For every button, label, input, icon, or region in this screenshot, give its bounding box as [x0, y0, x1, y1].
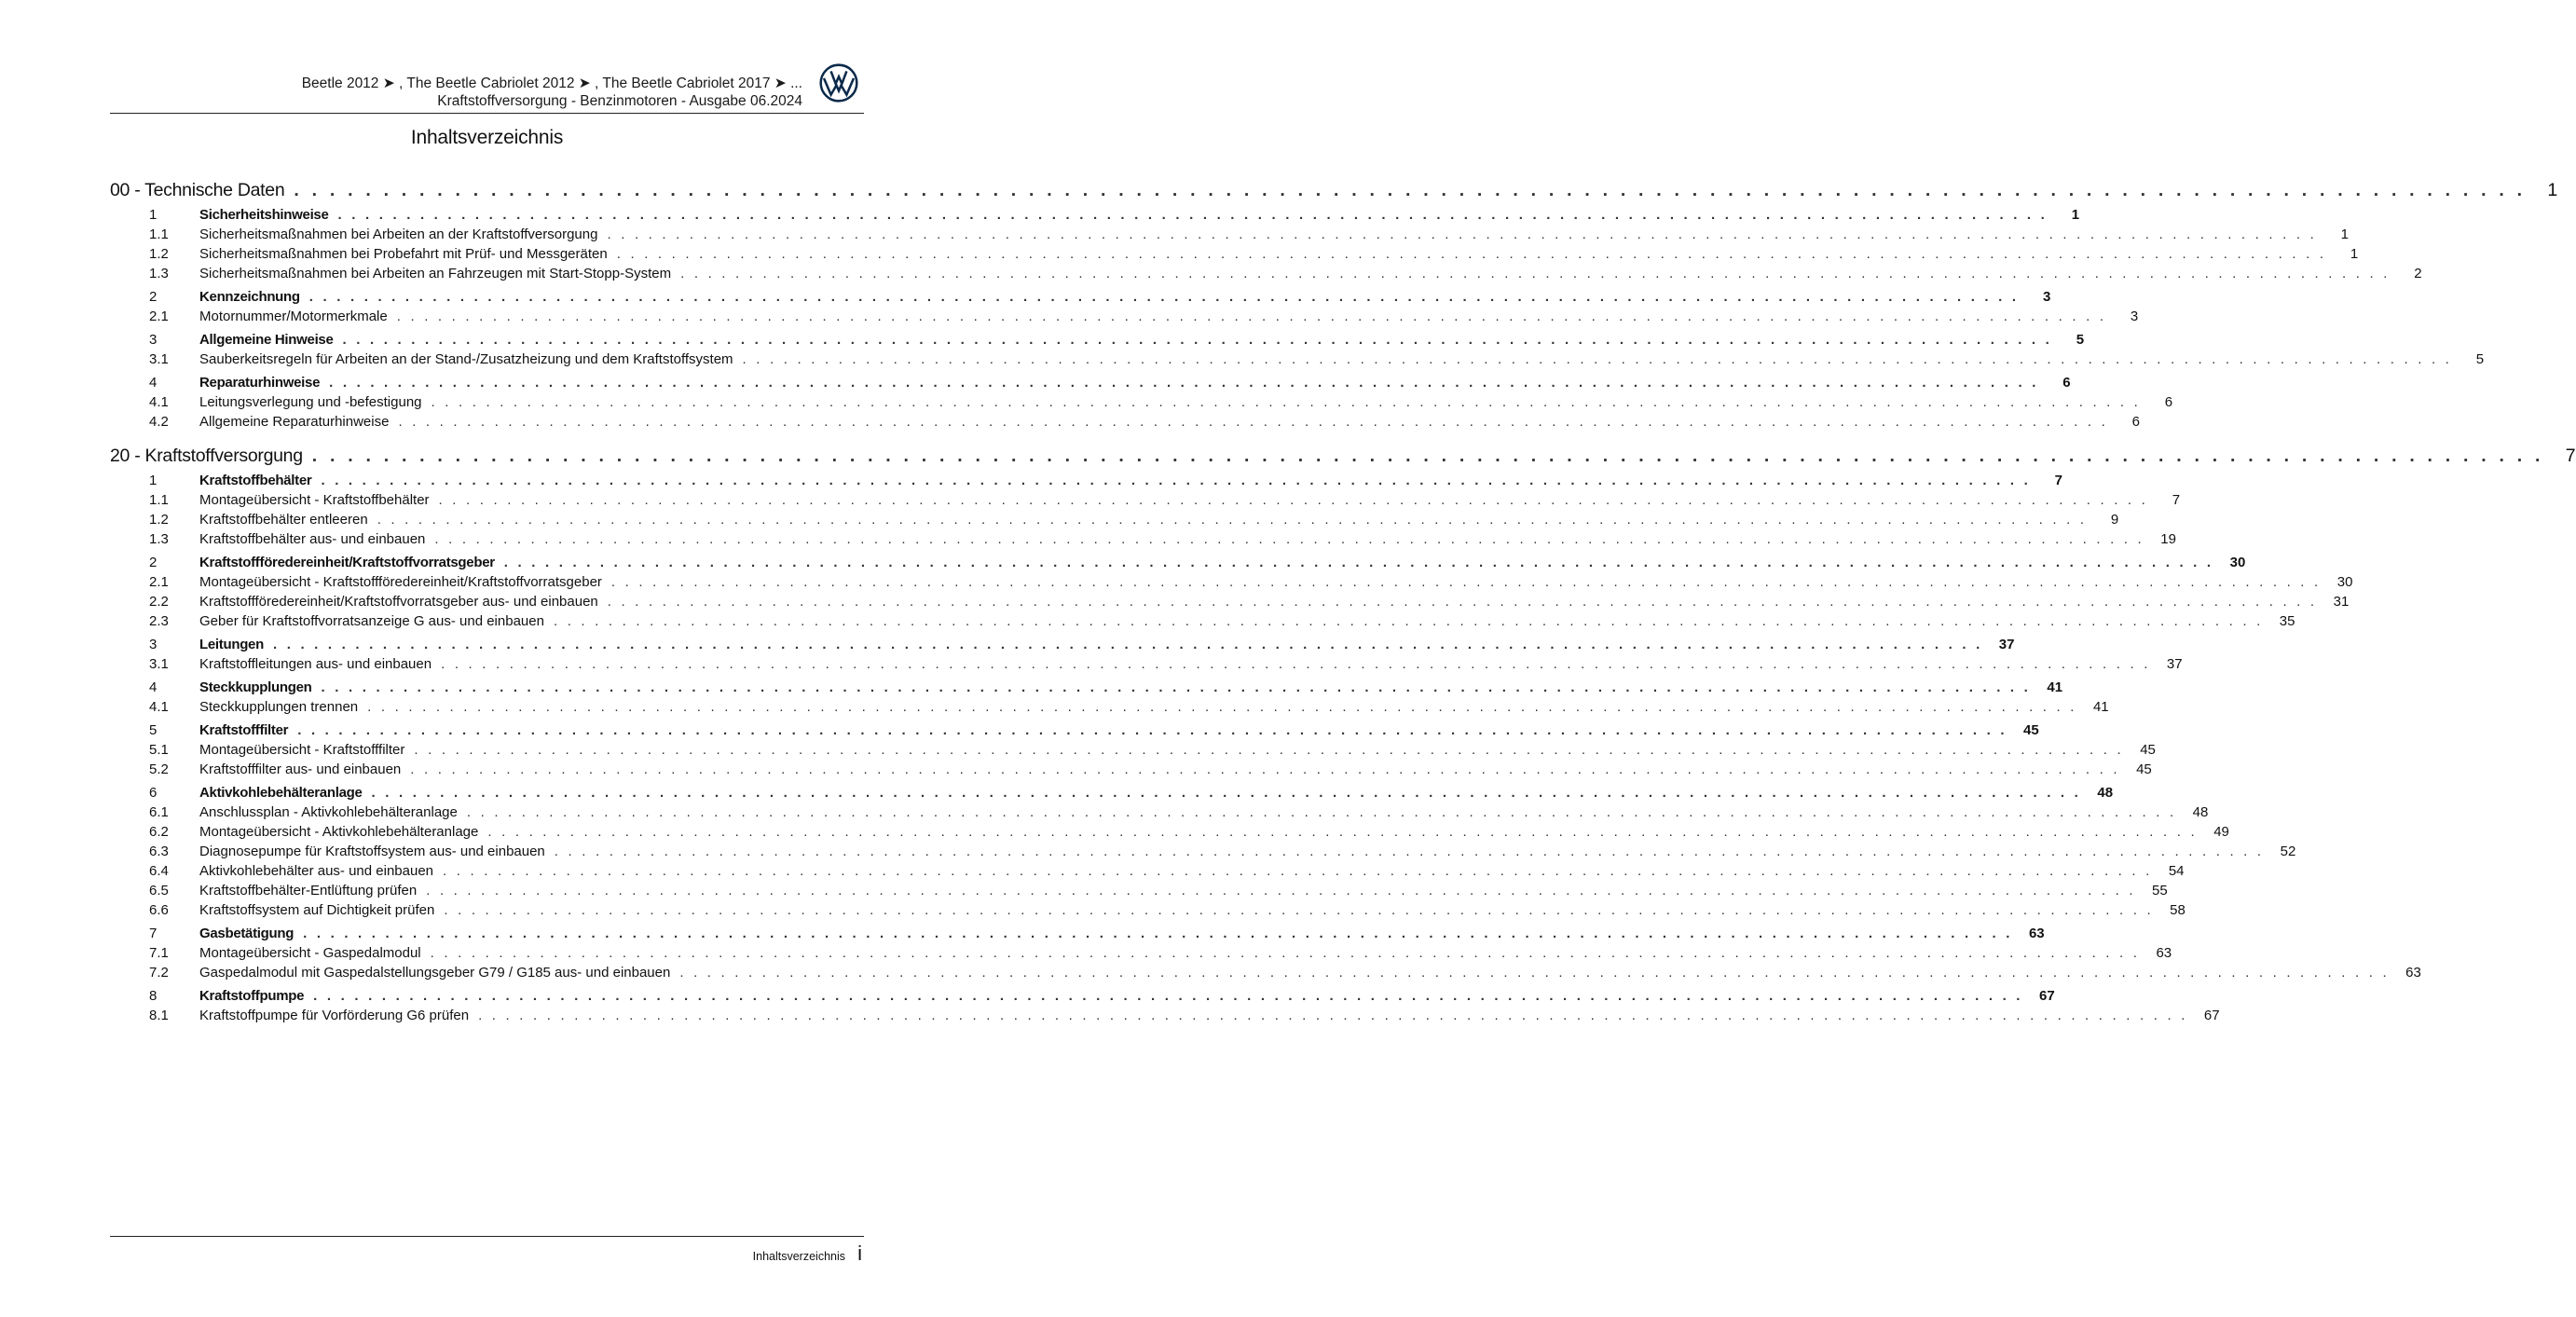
toc-subsection[interactable] — [110, 574, 2353, 592]
toc-leader-dots: . . . . . . . . . . . . . . . . . . . . . . . . . . . . . . . . . . . . . . . . . . . . . . . . . . . . . . . . . . . . . . . . . . . . . . . . . . . . . . . . . . . . . . . . . . . . . . . . . . . . . . . . . . . . . . . . . . . . . . . . . . . . . — [367, 699, 2077, 715]
toc-title: Montageübersicht - Kraftstofffilter — [199, 742, 405, 758]
toc-title: Anschlussplan - Aktivkohlebehälteranlage — [199, 804, 458, 820]
toc-section[interactable] — [110, 473, 2062, 490]
toc-title: Kennzeichnung — [199, 289, 300, 305]
toc-page-number: 19 — [2160, 531, 2176, 547]
toc-number: 2 — [149, 555, 158, 570]
toc-subsection[interactable] — [110, 414, 2140, 432]
toc-page-number: 6 — [2131, 414, 2140, 430]
toc-title: Sicherheitshinweise — [199, 207, 329, 223]
toc-title: Kraftstofffilter — [199, 722, 289, 738]
toc-page-number: 30 — [2229, 555, 2246, 570]
toc-leader-dots: . . . . . . . . . . . . . . . . . . . . . . . . . . . . . . . . . . . . . . . . . . . . . . . . . . . . . . . . . . . . . . . . . . . . . . . . . . . . . . . . . . . . . . . . . . . . . . . . . . . . . . . . . . . . . . . . . . . . . . . . . . . . . — [313, 988, 2023, 1004]
toc-number: 8 — [149, 988, 158, 1004]
toc-number: 4.2 — [149, 414, 169, 430]
toc-number: 1.1 — [149, 492, 169, 508]
toc-leader-dots: . . . . . . . . . . . . . . . . . . . . . . . . . . . . . . . . . . . . . . . . . . . . . . . . . . . . . . . . . . . . . . . . . . . . . . . . . . . . . . . . . . . . . . . . . . . . . . . . . . . . . . . . . . . . . . . . . . . . . . . . . . . . . — [426, 883, 2136, 899]
toc-title: Kraftstoffsystem auf Dichtigkeit prüfen — [199, 902, 435, 918]
toc-leader-dots: . . . . . . . . . . . . . . . . . . . . . . . . . . . . . . . . . . . . . . . . . . . . . . . . . . . . . . . . . . . . . . . . . . . . . . . . . . . . . . . . . . . . . . . . . . . . . . . . . . . . . . . . . . . . . . . . . . . . . . . . . . . . . — [321, 473, 2031, 488]
toc-subsection[interactable] — [110, 761, 2152, 779]
toc-chapter[interactable] — [110, 180, 2558, 202]
toc-subsection[interactable] — [110, 824, 2229, 842]
toc-page-number: 6 — [2062, 375, 2071, 391]
toc-title: Kraftstoffbehälter — [199, 473, 312, 488]
toc-page-number: 54 — [2168, 863, 2185, 879]
toc-leader-dots: . . . . . . . . . . . . . . . . . . . . . . . . . . . . . . . . . . . . . . . . . . . . . . . . . . . . . . . . . . . . . . . . . . . . . . . . . . . . . . . . . . . . . . . . . . . . . . . . . . . . . . . . . . . . . . . . . . . . . . . . . . . . . — [321, 679, 2032, 695]
toc-page-number: 1 — [2350, 246, 2359, 262]
toc-section[interactable] — [110, 207, 2080, 225]
toc-number: 2.3 — [149, 613, 169, 629]
toc-leader-dots: . . . . . . . . . . . . . . . . . . . . . . . . . . . . . . . . . . . . . . . . . . . . . . . . . . . . . . . . . . . . . . . . . . . . . . . . . . . . . . . . . . . . . . . . . . . . . . . . . . . . . . . . . . . . . . . . . . . . . . . . . . . . . — [272, 637, 1983, 652]
toc-page-number: 35 — [2279, 613, 2295, 629]
toc-number: 1.3 — [149, 266, 169, 281]
toc-page-number: 3 — [2130, 309, 2139, 324]
toc-subsection[interactable] — [110, 309, 2139, 326]
toc-leader-dots: . . . . . . . . . . . . . . . . . . . . . . . . . . . . . . . . . . . . . . . . . . . . . . . . . . . . . . . . . . . . . . . . . . . . . . . . . . . . . . . . . . . . . . . . . . . . . . . . . . . . . . . . . . . . . . . . . . . . . . . . . . . . . — [554, 844, 2265, 859]
toc-leader-dots: . . . . . . . . . . . . . . . . . . . . . . . . . . . . . . . . . . . . . . . . . . . . . . . . . . . . . . . . . . . . . . . . . . . . . . . . . . . . . . . . . . . . . . . . . . . . . . . . . . . . . . . . . . . . . . . . . . . . . . . . . . . . . — [478, 1008, 2188, 1023]
toc-number: 1 — [149, 207, 158, 223]
toc-title: Kraftstoffbehälter-Entlüftung prüfen — [199, 883, 418, 899]
toc-section[interactable] — [110, 555, 2246, 572]
toc-page-number: 48 — [2097, 785, 2114, 801]
toc-leader-dots: . . . . . . . . . . . . . . . . . . . . . . . . . . . . . . . . . . . . . . . . . . . . . . . . . . . . . . . . . . . . . . . . . . . . . . . . . . . . . . . . . . . . . . . . . . . . . . . . . . . . . . . . . . . . . . . . . . . . . . . . . . . . . — [503, 555, 2214, 570]
toc-subsection[interactable] — [110, 804, 2209, 822]
toc-number: 7 — [149, 926, 158, 941]
toc-page-number: 31 — [2333, 594, 2350, 610]
toc-page-number: 5 — [2475, 351, 2485, 367]
toc-subsection[interactable] — [110, 863, 2185, 881]
toc-number: 3.1 — [149, 351, 169, 367]
table-of-contents — [110, 0, 2576, 1317]
toc-title: 20 - Kraftstoffversorgung — [110, 446, 303, 466]
toc-page-number: 9 — [2110, 512, 2119, 528]
toc-subsection[interactable] — [110, 656, 2183, 674]
toc-number: 1.3 — [149, 531, 169, 547]
toc-page-number: 45 — [2140, 742, 2156, 758]
toc-leader-dots: . . . . . . . . . . . . . . . . . . . . . . . . . . . . . . . . . . . . . . . . . . . . . . . . . . . . . . . . . . . . . . . . . . . . . . . . . . . . . . . . . . . . . . . . . . . . . . . . . . . . . . . . . . . . . . . . . . . . . . . . . . . . . — [438, 492, 2149, 508]
toc-subsection[interactable] — [110, 883, 2168, 900]
toc-leader-dots: . . . . . . . . . . . . . . . . . . . . . . . . . . . . . . . . . . . . . . . . . . . . . . . . . . . . . . . . . . . . . . . . . . . . . . . . . . . . . . . . . . . . . . . . . . . . . . . . . . . . . . . . . . . . . . . . . . . . . . . . . . . . . — [742, 351, 2453, 367]
toc-number: 4 — [149, 375, 158, 391]
toc-number: 6.2 — [149, 824, 169, 840]
toc-number: 4 — [149, 679, 158, 695]
toc-section[interactable] — [110, 332, 2085, 350]
toc-page-number: 63 — [2405, 965, 2421, 981]
toc-leader-dots: . . . . . . . . . . . . . . . . . . . . . . . . . . . . . . . . . . . . . . . . . . . . . . . . . . . . . . . . . . . . . . . . . . . . . . . . . . . . . . . . . . . . . . . . . . . . . . . . . . . . . . . . . . . . . . . . . . . . . . . . . . . . . — [342, 332, 2053, 348]
toc-title: Gasbetätigung — [199, 926, 295, 941]
toc-subsection[interactable] — [110, 351, 2485, 369]
toc-leader-dots: . . . . . . . . . . . . . . . . . . . . . . . . . . . . . . . . . . . . . . . . . . . . . . . . . . . . . . . . . . . . . . . . . . . . . . . . . . . . . . . . . . . . . . . . . . . . . . . . . . . . . . . . . . . . . . . . . . . . . . . . . . . . . — [308, 289, 2020, 305]
toc-title: Montageübersicht - Kraftstoffföredereinheit/Kraftstoffvorratsgeber — [199, 574, 602, 590]
toc-page-number: 58 — [2170, 902, 2185, 918]
toc-title: Leitungsverlegung und -befestigung — [199, 394, 422, 410]
toc-leader-dots: . . . . . . . . . . . . . . . . . . . . . . . . . . . . . . . . . . . . . . . . . . . . . . . . . . . . . . . . . . . . . . . . . . . . . . . . . . . . . . . . . . . . . . . . . . . . . . . . . . . . . . . . . . . . . . . . . . . . . . . . . . . . . — [679, 965, 2390, 981]
toc-section[interactable] — [110, 785, 2114, 803]
toc-title: Sicherheitsmaßnahmen bei Arbeiten an Fahrzeugen mit Start-Stopp-System — [199, 266, 672, 281]
toc-number: 2.1 — [149, 574, 169, 590]
toc-page-number: 6 — [2164, 394, 2173, 410]
toc-leader-dots: . . . . . . . . . . . . . . . . . . . . . . . . . . . . . . . . . . . . . . . . . . . . . . . . . . . . . . . . . . . . . . . . . . . . . . . . . . . . . . . . . . . . . . . . . . . . . . . . . . . . . . . . . . . . . . . . . . . . . . . . . . . . . — [610, 574, 2322, 590]
toc-leader-dots: . . . . . . . . . . . . . . . . . . . . . . . . . . . . . . . . . . . . . . . . . . . . . . . . . . . . . . . . . . . . . . . . . . . . . . . . . . . . . . . . . . . . . . . . . . . . . . . . . . . . . . . . . . . . . . . . . . . . . . . . . . . . . — [430, 945, 2141, 961]
toc-title: Kraftstofffilter aus- und einbauen — [199, 761, 402, 777]
toc-number: 3 — [149, 637, 158, 652]
toc-subsection[interactable] — [110, 531, 2176, 549]
toc-title: Montageübersicht - Aktivkohlebehälteranlage — [199, 824, 479, 840]
toc-number: 6.3 — [149, 844, 169, 859]
toc-section[interactable] — [110, 926, 2045, 943]
toc-subsection[interactable] — [110, 246, 2359, 264]
toc-title: Kraftstoffföredereinheit/Kraftstoffvorratsgeber aus- und einbauen — [199, 594, 598, 610]
toc-number: 3.1 — [149, 656, 169, 672]
toc-page-number: 2 — [2414, 266, 2422, 281]
toc-subsection[interactable] — [110, 512, 2119, 529]
toc-title: Sicherheitsmaßnahmen bei Arbeiten an der Kraftstoffversorgung — [199, 226, 598, 242]
toc-leader-dots: . . . . . . . . . . . . . . . . . . . . . . . . . . . . . . . . . . . . . . . . . . . . . . . . . . . . . . . . . . . . . . . . . . . . . . . . . . . . . . . . . . . . . . . . . . . . . . . . . . . . . . . . . . . . . . . . . . . . . . . . . . . . . — [431, 394, 2142, 410]
footer-page-number: i — [857, 1242, 862, 1265]
page-title: Inhaltsverzeichnis — [410, 127, 564, 148]
toc-subsection[interactable] — [110, 226, 2349, 244]
toc-number: 3 — [149, 332, 158, 348]
toc-number: 4.1 — [149, 699, 169, 715]
toc-number: 7.1 — [149, 945, 169, 961]
toc-leader-dots: . . . . . . . . . . . . . . . . . . . . . . . . . . . . . . . . . . . . . . . . . . . . . . . . . . . . . . . . . . . . . . . . . . . . . . . . . . . . . . . . . . . . . . . . . . . . . . . . . . . . . . . . . . . . . . . . . . . . . . . . . . . . . — [311, 446, 2544, 466]
toc-title: Leitungen — [199, 637, 264, 652]
toc-page-number: 5 — [2076, 332, 2085, 348]
toc-leader-dots: . . . . . . . . . . . . . . . . . . . . . . . . . . . . . . . . . . . . . . . . . . . . . . . . . . . . . . . . . . . . . . . . . . . . . . . . . . . . . . . . . . . . . . . . . . . . . . . . . . . . . . . . . . . . . . . . . . . . . . . . . . . . . — [434, 531, 2144, 547]
toc-title: Diagnosepumpe für Kraftstoffsystem aus- und einbauen — [199, 844, 545, 859]
toc-title: Montageübersicht - Gaspedalmodul — [199, 945, 421, 961]
toc-leader-dots: . . . . . . . . . . . . . . . . . . . . . . . . . . . . . . . . . . . . . . . . . . . . . . . . . . . . . . . . . . . . . . . . . . . . . . . . . . . . . . . . . . . . . . . . . . . . . . . . . . . . . . . . . . . . . . . . . . . . . . . . . . . . . — [607, 226, 2317, 242]
toc-page-number: 7 — [2565, 446, 2576, 466]
toc-page-number: 30 — [2336, 574, 2353, 590]
toc-number: 2.2 — [149, 594, 169, 610]
toc-title: Reparaturhinweise — [199, 375, 321, 391]
toc-leader-dots: . . . . . . . . . . . . . . . . . . . . . . . . . . . . . . . . . . . . . . . . . . . . . . . . . . . . . . . . . . . . . . . . . . . . . . . . . . . . . . . . . . . . . . . . . . . . . . . . . . . . . . . . . . . . . . . . . . . . . . . . . . . . . — [371, 785, 2082, 801]
toc-number: 6 — [149, 785, 158, 801]
toc-page-number: 48 — [2192, 804, 2209, 820]
toc-subsection[interactable] — [110, 742, 2156, 760]
toc-number: 1.1 — [149, 226, 169, 242]
toc-page-number: 63 — [2156, 945, 2172, 961]
toc-page-number: 3 — [2042, 289, 2051, 305]
toc-page-number: 37 — [1998, 637, 2015, 652]
toc-number: 1.2 — [149, 246, 169, 262]
toc-number: 2 — [149, 289, 158, 305]
toc-leader-dots: . . . . . . . . . . . . . . . . . . . . . . . . . . . . . . . . . . . . . . . . . . . . . . . . . . . . . . . . . . . . . . . . . . . . . . . . . . . . . . . . . . . . . . . . . . . . . . . . . . . . . . . . . . . . . . . . . . . . . . . . . . . . . — [294, 180, 2527, 200]
toc-title: Kraftstoffpumpe — [199, 988, 305, 1004]
toc-leader-dots: . . . . . . . . . . . . . . . . . . . . . . . . . . . . . . . . . . . . . . . . . . . . . . . . . . . . . . . . . . . . . . . . . . . . . . . . . . . . . . . . . . . . . . . . . . . . . . . . . . . . . . . . . . . . . . . . . . . . . . . . . . . . . — [466, 804, 2177, 820]
toc-leader-dots: . . . . . . . . . . . . . . . . . . . . . . . . . . . . . . . . . . . . . . . . . . . . . . . . . . . . . . . . . . . . . . . . . . . . . . . . . . . . . . . . . . . . . . . . . . . . . . . . . . . . . . . . . . . . . . . . . . . . . . . . . . . . . — [487, 824, 2198, 840]
toc-page-number: 45 — [2023, 722, 2039, 738]
toc-title: Geber für Kraftstoffvorratsanzeige G aus- und einbauen — [199, 613, 544, 629]
toc-title: Kraftstoffföredereinheit/Kraftstoffvorratsgeber — [199, 555, 495, 570]
toc-page-number: 67 — [2203, 1008, 2220, 1023]
toc-title: Aktivkohlebehälteranlage — [199, 785, 363, 801]
toc-page-number: 1 — [2340, 226, 2349, 242]
toc-title: Allgemeine Reparaturhinweise — [199, 414, 390, 430]
toc-number: 6.4 — [149, 863, 169, 879]
toc-title: Kraftstoffleitungen aus- und einbauen — [199, 656, 432, 672]
toc-leader-dots: . . . . . . . . . . . . . . . . . . . . . . . . . . . . . . . . . . . . . . . . . . . . . . . . . . . . . . . . . . . . . . . . . . . . . . . . . . . . . . . . . . . . . . . . . . . . . . . . . . . . . . . . . . . . . . . . . . . . . . . . . . . . . — [414, 742, 2124, 758]
toc-leader-dots: . . . . . . . . . . . . . . . . . . . . . . . . . . . . . . . . . . . . . . . . . . . . . . . . . . . . . . . . . . . . . . . . . . . . . . . . . . . . . . . . . . . . . . . . . . . . . . . . . . . . . . . . . . . . . . . . . . . . . . . . . . . . . — [607, 594, 2318, 610]
toc-section[interactable] — [110, 722, 2039, 740]
toc-section[interactable] — [110, 289, 2051, 307]
toc-leader-dots: . . . . . . . . . . . . . . . . . . . . . . . . . . . . . . . . . . . . . . . . . . . . . . . . . . . . . . . . . . . . . . . . . . . . . . . . . . . . . . . . . . . . . . . . . . . . . . . . . . . . . . . . . . . . . . . . . . . . . . . . . . . . . — [377, 512, 2088, 528]
header-subject: Kraftstoffversorgung - Benzinmotoren - Ausgabe 06.2024 — [437, 93, 802, 109]
toc-number: 2.1 — [149, 309, 169, 324]
toc-page-number: 45 — [2136, 761, 2152, 777]
toc-page-number: 67 — [2039, 988, 2055, 1004]
toc-leader-dots: . . . . . . . . . . . . . . . . . . . . . . . . . . . . . . . . . . . . . . . . . . . . . . . . . . . . . . . . . . . . . . . . . . . . . . . . . . . . . . . . . . . . . . . . . . . . . . . . . . . . . . . . . . . . . . . . . . . . . . . . . . . . . — [443, 863, 2153, 879]
toc-number: 5.1 — [149, 742, 169, 758]
toc-page-number: 7 — [2054, 473, 2062, 488]
toc-leader-dots: . . . . . . . . . . . . . . . . . . . . . . . . . . . . . . . . . . . . . . . . . . . . . . . . . . . . . . . . . . . . . . . . . . . . . . . . . . . . . . . . . . . . . . . . . . . . . . . . . . . . . . . . . . . . . . . . . . . . . . . . . . . . . — [303, 926, 2013, 941]
toc-subsection[interactable] — [110, 266, 2422, 283]
footer-divider — [110, 1236, 864, 1237]
toc-title: Allgemeine Hinweise — [199, 332, 334, 348]
toc-title: Motornummer/Motormerkmale — [199, 309, 388, 324]
toc-leader-dots: . . . . . . . . . . . . . . . . . . . . . . . . . . . . . . . . . . . . . . . . . . . . . . . . . . . . . . . . . . . . . . . . . . . . . . . . . . . . . . . . . . . . . . . . . . . . . . . . . . . . . . . . . . . . . . . . . . . . . . . . . . . . . — [396, 309, 2107, 324]
toc-subsection[interactable] — [110, 594, 2350, 611]
toc-leader-dots: . . . . . . . . . . . . . . . . . . . . . . . . . . . . . . . . . . . . . . . . . . . . . . . . . . . . . . . . . . . . . . . . . . . . . . . . . . . . . . . . . . . . . . . . . . . . . . . . . . . . . . . . . . . . . . . . . . . . . . . . . . . . . — [616, 246, 2327, 262]
toc-leader-dots: . . . . . . . . . . . . . . . . . . . . . . . . . . . . . . . . . . . . . . . . . . . . . . . . . . . . . . . . . . . . . . . . . . . . . . . . . . . . . . . . . . . . . . . . . . . . . . . . . . . . . . . . . . . . . . . . . . . . . . . . . . . . . — [297, 722, 2007, 738]
toc-leader-dots: . . . . . . . . . . . . . . . . . . . . . . . . . . . . . . . . . . . . . . . . . . . . . . . . . . . . . . . . . . . . . . . . . . . . . . . . . . . . . . . . . . . . . . . . . . . . . . . . . . . . . . . . . . . . . . . . . . . . . . . . . . . . . — [680, 266, 2391, 281]
toc-subsection[interactable] — [110, 1008, 2220, 1025]
toc-title: Steckkupplungen trennen — [199, 699, 359, 715]
toc-page-number: 37 — [2166, 656, 2183, 672]
toc-title: Steckkupplungen — [199, 679, 312, 695]
toc-title: Sicherheitsmaßnahmen bei Probefahrt mit Prüf- und Messgeräten — [199, 246, 608, 262]
toc-leader-dots: . . . . . . . . . . . . . . . . . . . . . . . . . . . . . . . . . . . . . . . . . . . . . . . . . . . . . . . . . . . . . . . . . . . . . . . . . . . . . . . . . . . . . . . . . . . . . . . . . . . . . . . . . . . . . . . . . . . . . . . . . . . . . — [410, 761, 2120, 777]
toc-number: 6.1 — [149, 804, 169, 820]
toc-subsection[interactable] — [110, 699, 2109, 717]
toc-title: Montageübersicht - Kraftstoffbehälter — [199, 492, 430, 508]
footer-label: Inhaltsverzeichnis — [752, 1250, 845, 1263]
toc-number: 7.2 — [149, 965, 169, 981]
toc-number: 6.5 — [149, 883, 169, 899]
toc-title: Kraftstoffpumpe für Vorförderung G6 prüfen — [199, 1008, 470, 1023]
toc-leader-dots: . . . . . . . . . . . . . . . . . . . . . . . . . . . . . . . . . . . . . . . . . . . . . . . . . . . . . . . . . . . . . . . . . . . . . . . . . . . . . . . . . . . . . . . . . . . . . . . . . . . . . . . . . . . . . . . . . . . . . . . . . . . . . — [553, 613, 2264, 629]
toc-section[interactable] — [110, 637, 2015, 654]
toc-number: 4.1 — [149, 394, 169, 410]
toc-number: 5 — [149, 722, 158, 738]
toc-leader-dots: . . . . . . . . . . . . . . . . . . . . . . . . . . . . . . . . . . . . . . . . . . . . . . . . . . . . . . . . . . . . . . . . . . . . . . . . . . . . . . . . . . . . . . . . . . . . . . . . . . . . . . . . . . . . . . . . . . . . . . . . . . . . . — [441, 656, 2151, 672]
toc-subsection[interactable] — [110, 394, 2173, 412]
toc-title: Kraftstoffbehälter entleeren — [199, 512, 368, 528]
toc-number: 8.1 — [149, 1008, 169, 1023]
toc-subsection[interactable] — [110, 844, 2296, 861]
toc-number: 5.2 — [149, 761, 169, 777]
toc-page-number: 49 — [2213, 824, 2229, 840]
toc-subsection[interactable] — [110, 945, 2172, 963]
toc-section[interactable] — [110, 375, 2071, 392]
toc-title: Kraftstoffbehälter aus- und einbauen — [199, 531, 426, 547]
toc-number: 6.6 — [149, 902, 169, 918]
toc-section[interactable] — [110, 988, 2055, 1006]
toc-title: Sauberkeitsregeln für Arbeiten an der Stand-/Zusatzheizung und dem Kraftstoffsystem — [199, 351, 733, 367]
toc-subsection[interactable] — [110, 492, 2181, 510]
toc-leader-dots: . . . . . . . . . . . . . . . . . . . . . . . . . . . . . . . . . . . . . . . . . . . . . . . . . . . . . . . . . . . . . . . . . . . . . . . . . . . . . . . . . . . . . . . . . . . . . . . . . . . . . . . . . . . . . . . . . . . . . . . . . . . . . — [329, 375, 2039, 391]
toc-page-number: 1 — [2071, 207, 2080, 223]
toc-page-number: 1 — [2547, 180, 2558, 200]
toc-leader-dots: . . . . . . . . . . . . . . . . . . . . . . . . . . . . . . . . . . . . . . . . . . . . . . . . . . . . . . . . . . . . . . . . . . . . . . . . . . . . . . . . . . . . . . . . . . . . . . . . . . . . . . . . . . . . . . . . . . . . . . . . . . . . . — [398, 414, 2108, 430]
toc-leader-dots: . . . . . . . . . . . . . . . . . . . . . . . . . . . . . . . . . . . . . . . . . . . . . . . . . . . . . . . . . . . . . . . . . . . . . . . . . . . . . . . . . . . . . . . . . . . . . . . . . . . . . . . . . . . . . . . . . . . . . . . . . . . . . — [444, 902, 2154, 918]
toc-number: 1.2 — [149, 512, 169, 528]
toc-subsection[interactable] — [110, 613, 2295, 631]
toc-page-number: 52 — [2280, 844, 2296, 859]
toc-subsection[interactable] — [110, 965, 2421, 982]
toc-page-number: 7 — [2172, 492, 2181, 508]
toc-title: Gaspedalmodul mit Gaspedalstellungsgeber G79 / G185 aus- und einbauen — [199, 965, 671, 981]
toc-title: 00 - Technische Daten — [110, 180, 285, 200]
toc-page-number: 55 — [2152, 883, 2168, 899]
toc-number: 1 — [149, 473, 158, 488]
toc-title: Aktivkohlebehälter aus- und einbauen — [199, 863, 434, 879]
toc-subsection[interactable] — [110, 902, 2185, 920]
toc-leader-dots: . . . . . . . . . . . . . . . . . . . . . . . . . . . . . . . . . . . . . . . . . . . . . . . . . . . . . . . . . . . . . . . . . . . . . . . . . . . . . . . . . . . . . . . . . . . . . . . . . . . . . . . . . . . . . . . . . . . . . . . . . . . . . — [337, 207, 2048, 223]
header-models: Beetle 2012 ➤ , The Beetle Cabriolet 2012 ➤ , The Beetle Cabriolet 2017 ➤ ... — [301, 75, 802, 91]
toc-chapter[interactable] — [110, 446, 2576, 468]
toc-page-number: 41 — [2047, 679, 2063, 695]
toc-section[interactable] — [110, 679, 2063, 697]
toc-page-number: 41 — [2092, 699, 2109, 715]
toc-page-number: 63 — [2028, 926, 2045, 941]
